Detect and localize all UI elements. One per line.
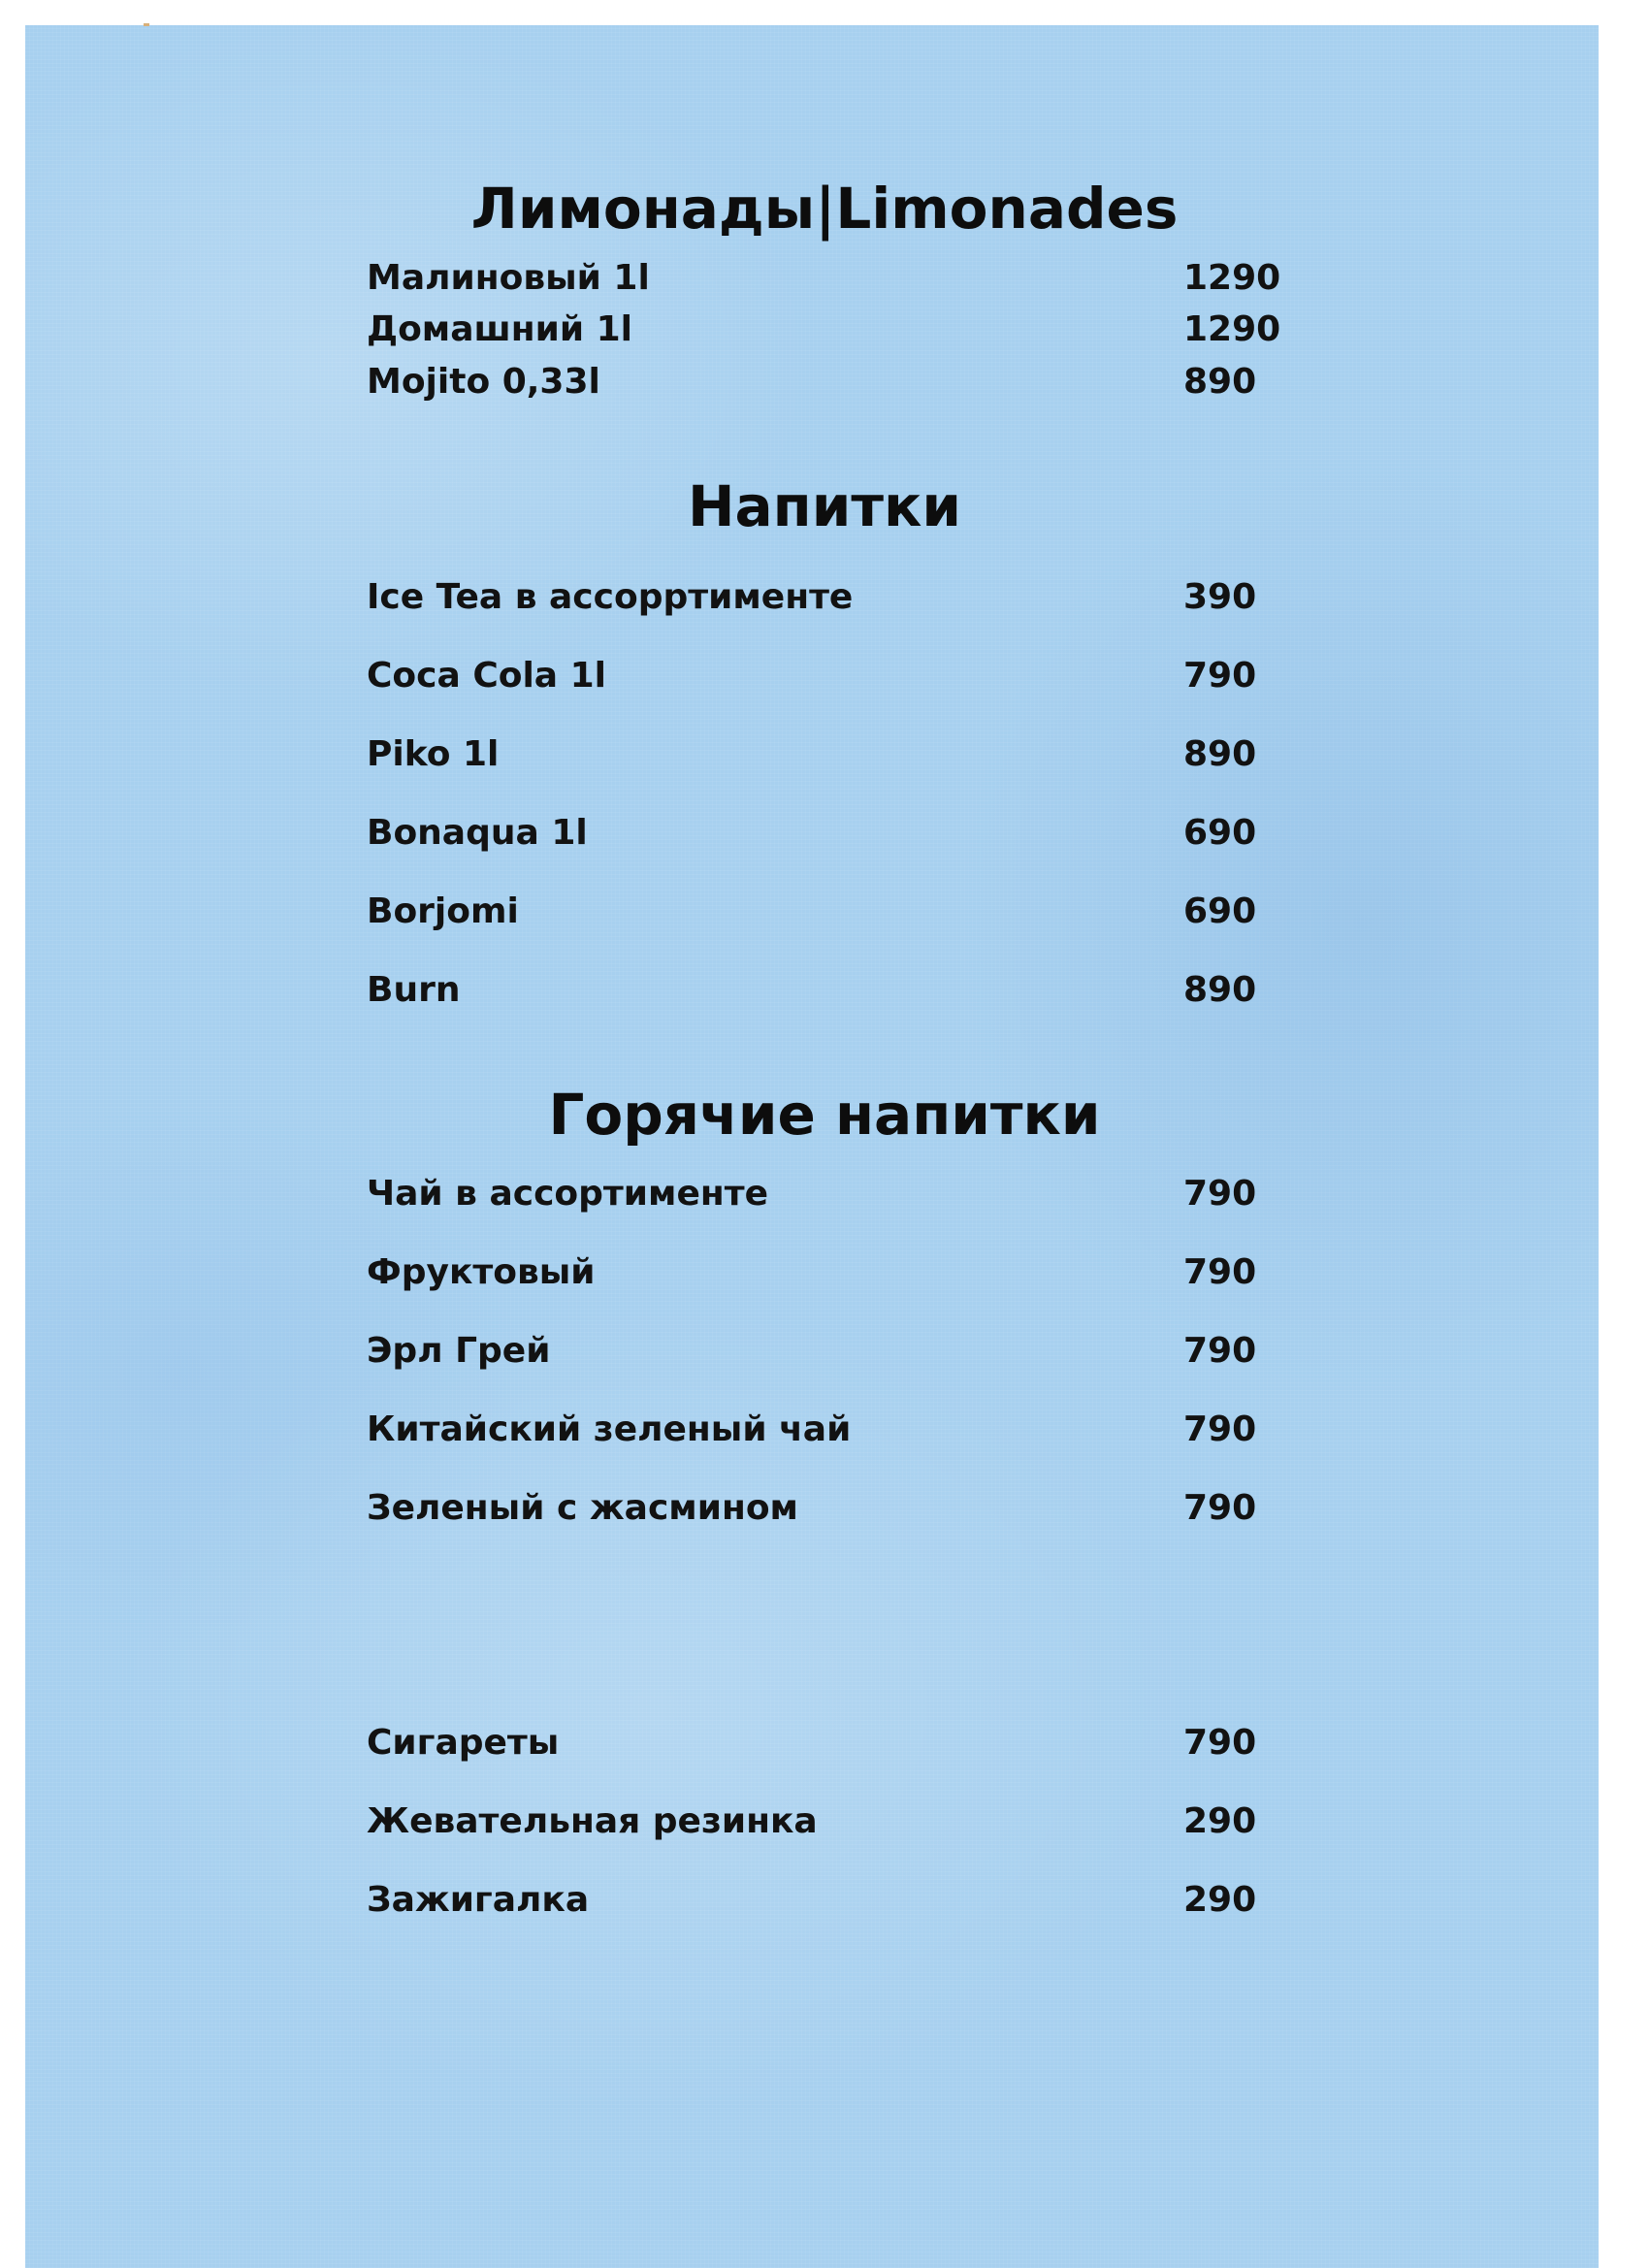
menu-item-price: 790 xyxy=(1183,1409,1257,1449)
menu-item xyxy=(367,1172,1298,1216)
menu-item-price: 890 xyxy=(1183,734,1257,774)
menu-item-name: Жевательная резинка xyxy=(367,1801,818,1841)
section-title-drinks: Напитки xyxy=(687,473,961,539)
menu-item xyxy=(367,1799,1298,1844)
menu-item-price: 390 xyxy=(1183,577,1257,617)
menu-item-name: Сигареты xyxy=(367,1723,560,1763)
menu-item-name: Домашний 1l xyxy=(367,309,632,349)
menu-item xyxy=(367,811,1298,856)
menu-item-price: 790 xyxy=(1183,1174,1257,1214)
section-title-hot-drinks: Горячие напитки xyxy=(548,1082,1101,1148)
menu-item-name: Bonaqua 1l xyxy=(367,813,588,853)
menu-item-name: Burn xyxy=(367,970,461,1010)
menu-item-name: Эрл Грей xyxy=(367,1331,551,1371)
menu-item xyxy=(367,1486,1298,1531)
menu-item-price: 890 xyxy=(1183,362,1257,402)
menu-item xyxy=(367,732,1298,777)
menu-item-name: Зажигалка xyxy=(367,1880,590,1920)
menu-item-price: 690 xyxy=(1183,891,1257,931)
menu-item-name: Ice Tea в ассорртименте xyxy=(367,577,854,617)
menu-item xyxy=(367,1408,1298,1452)
menu-item xyxy=(367,1721,1298,1766)
menu-item xyxy=(367,575,1298,620)
menu-item xyxy=(367,654,1298,698)
section-title-limonades: Лимонады|Limonades xyxy=(470,176,1179,242)
menu-item-price: 890 xyxy=(1183,970,1257,1010)
menu-item xyxy=(367,308,1298,352)
menu-item-price: 290 xyxy=(1183,1801,1257,1841)
menu-item-name: Фруктовый xyxy=(367,1252,596,1292)
menu-item xyxy=(367,1250,1298,1295)
menu-item-price: 790 xyxy=(1183,1252,1257,1292)
menu-item-price: 790 xyxy=(1183,1723,1257,1763)
menu-item-name: Чай в ассортименте xyxy=(367,1174,769,1214)
menu-item xyxy=(367,360,1298,405)
menu-item-price: 1290 xyxy=(1183,258,1281,298)
menu-item xyxy=(367,968,1298,1013)
menu-item-name: Piko 1l xyxy=(367,734,500,774)
menu-item-price: 790 xyxy=(1183,1331,1257,1371)
menu-item-price: 790 xyxy=(1183,1488,1257,1528)
menu-item-name: Китайский зеленый чай xyxy=(367,1409,852,1449)
menu-item-price: 690 xyxy=(1183,813,1257,853)
menu-item-name: Малиновый 1l xyxy=(367,258,650,298)
menu-item-price: 290 xyxy=(1183,1880,1257,1920)
menu-item xyxy=(367,1329,1298,1374)
menu-item-name: Borjomi xyxy=(367,891,519,931)
scan-speck xyxy=(144,23,149,26)
menu-item xyxy=(367,256,1298,301)
menu-item-price: 790 xyxy=(1183,656,1257,696)
menu-item-name: Coca Cola 1l xyxy=(367,656,607,696)
menu-item xyxy=(367,890,1298,934)
menu-item-price: 1290 xyxy=(1183,309,1281,349)
menu-item xyxy=(367,1878,1298,1923)
menu-item-name: Mojito 0,33l xyxy=(367,362,600,402)
menu-item-name: Зеленый с жасмином xyxy=(367,1488,798,1528)
